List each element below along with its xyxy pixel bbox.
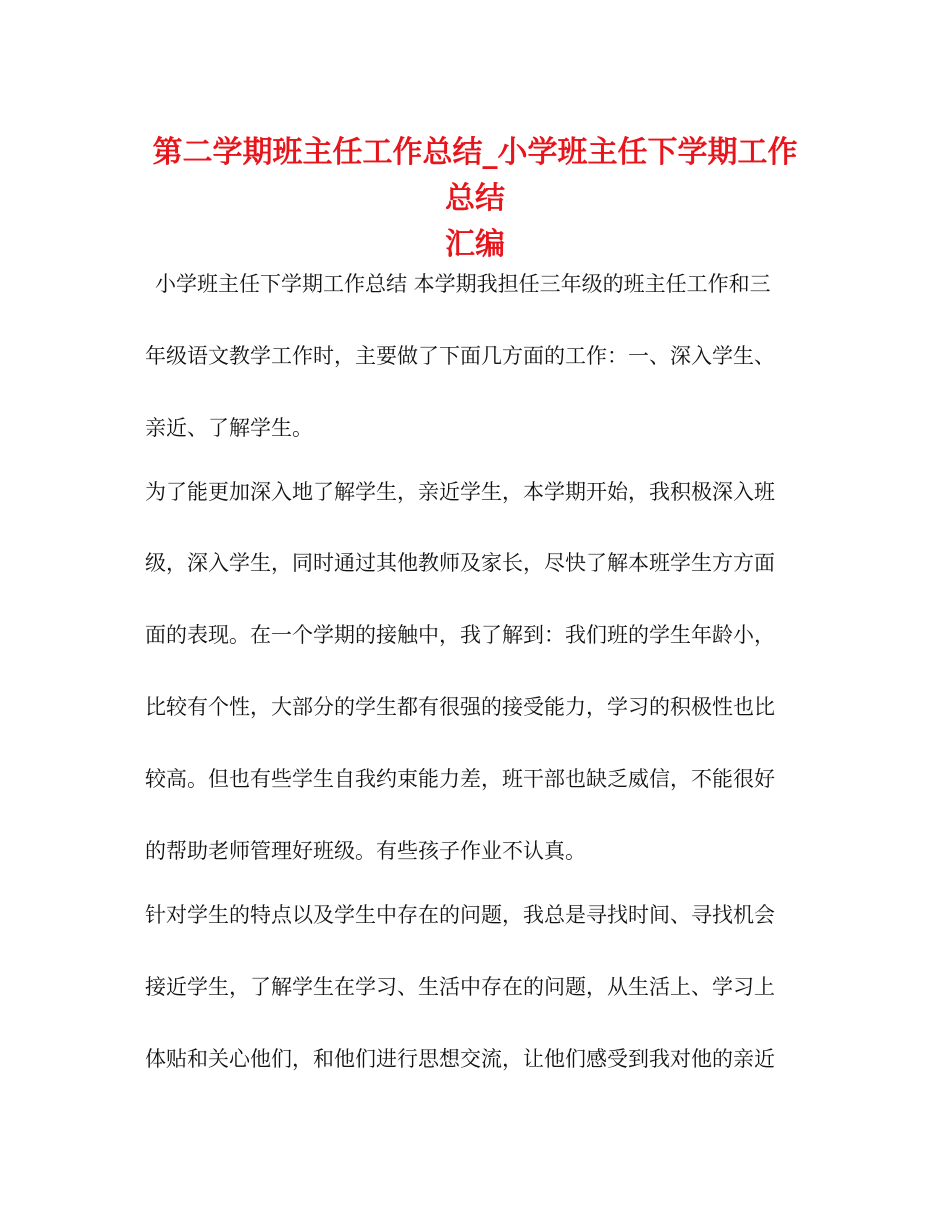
text-line-11: 接近学生，了解学生在学习、生活中存在的问题，从生活上、学习上	[145, 975, 775, 999]
text-line-1: 小学班主任下学期工作总结 本学期我担任三年级的班主任工作和三	[155, 272, 771, 296]
text-line-7: 比较有个性，大部分的学生都有很强的接受能力，学习的积极性也比	[145, 695, 775, 719]
title-line-2: 汇编	[445, 227, 505, 262]
text-line-3: 亲近、了解学生。	[145, 416, 313, 440]
document-title	[140, 130, 810, 268]
text-line-12: 体贴和关心他们，和他们进行思想交流，让他们感受到我对他的亲近	[145, 1047, 775, 1071]
text-line-2: 年级语文教学工作时，主要做了下面几方面的工作：一、深入学生、	[145, 344, 775, 368]
text-line-9: 的帮助老师管理好班级。有些孩子作业不认真。	[145, 839, 586, 863]
title-line-1: 第二学期班主任工作总结_小学班主任下学期工作总结	[152, 135, 798, 216]
text-line-5: 级，深入学生，同时通过其他教师及家长，尽快了解本班学生方方面	[145, 551, 775, 575]
text-line-6: 面的表现。在一个学期的接触中，我了解到：我们班的学生年龄小，	[145, 623, 775, 647]
text-line-4: 为了能更加深入地了解学生，亲近学生，本学期开始，我积极深入班	[145, 480, 775, 504]
text-line-10: 针对学生的特点以及学生中存在的问题，我总是寻找时间、寻找机会	[145, 903, 775, 927]
text-line-8: 较高。但也有些学生自我约束能力差，班干部也缺乏威信，不能很好	[145, 767, 775, 791]
